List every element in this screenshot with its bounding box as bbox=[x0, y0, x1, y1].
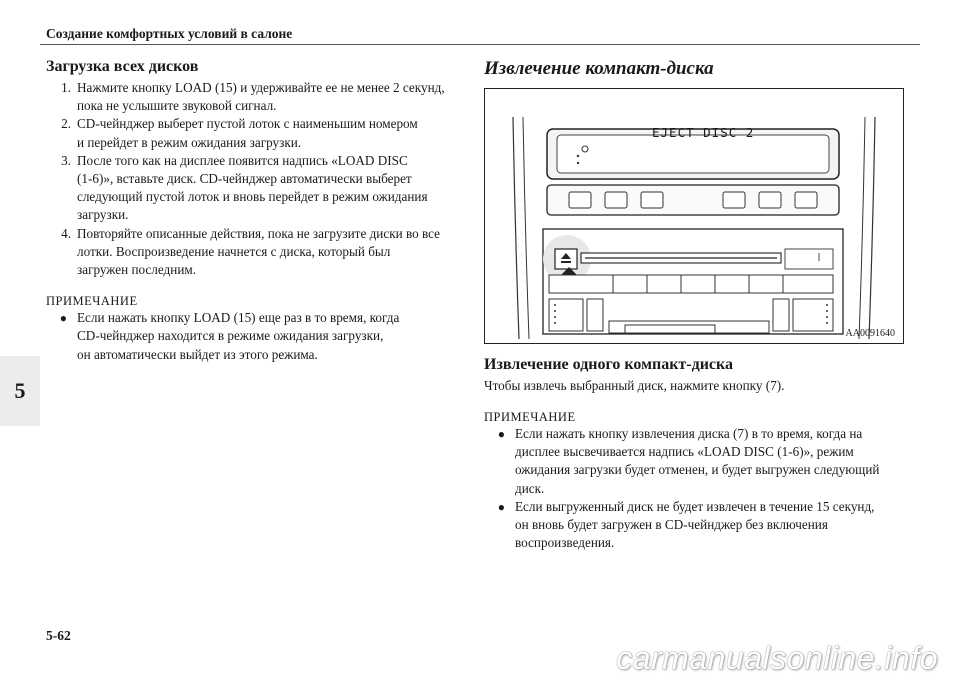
text-line: Если выгруженный диск не будет извлечен в течение 15 секунд, bbox=[515, 498, 875, 514]
list-item bbox=[46, 152, 456, 225]
text-line: Если нажать кнопку извлечения диска (7) в то время, когда на bbox=[515, 426, 863, 441]
bullet-icon: ● bbox=[497, 427, 505, 441]
text-line: ожидания загрузки будет отменен, и будет выгружен следующий bbox=[515, 462, 880, 478]
text-line: загружен последним. bbox=[77, 262, 197, 278]
step-text bbox=[77, 152, 456, 225]
list-item bbox=[46, 79, 456, 115]
note-title: ПРИМЕЧАНИЕ bbox=[484, 410, 576, 424]
section-title-load-all: Загрузка всех дисков bbox=[46, 58, 199, 75]
text-line: Нажмите кнопку LOAD (15) и удерживайте ее не менее 2 секунд, bbox=[77, 80, 445, 95]
section-title-eject: Извлечение компакт-диска bbox=[484, 58, 714, 79]
bullet-icon: ● bbox=[59, 311, 67, 326]
list-item bbox=[46, 225, 456, 280]
figure-caption: AA0091640 bbox=[845, 328, 895, 339]
intro-text: Чтобы извлечь выбранный диск, нажмите кнопку (7). bbox=[484, 378, 785, 393]
list-item bbox=[46, 115, 456, 151]
watermark: carmanualsonline.info bbox=[616, 640, 938, 676]
text-line: воспроизведения. bbox=[515, 535, 615, 551]
step-text bbox=[77, 225, 456, 280]
list-item bbox=[484, 425, 904, 498]
step-number: 3. bbox=[61, 152, 71, 168]
text-line: После того как на дисплее появится надпись «LOAD DISC bbox=[77, 152, 408, 168]
display-text: EJECT DISC 2 bbox=[652, 125, 755, 140]
text-line: пока не услышите звуковой сигнал. bbox=[77, 98, 277, 114]
step-number: 1. bbox=[61, 80, 71, 95]
note-title: ПРИМЕЧАНИЕ bbox=[46, 294, 138, 309]
text-line: следующий пустой лоток и вновь перейдет в режим ожидания bbox=[77, 189, 428, 205]
running-header: Создание комфортных условий в салоне bbox=[46, 26, 293, 41]
text-line: CD-чейнджер находится в режиме ожидания загрузки, bbox=[77, 328, 384, 344]
text-line: CD-чейнджер выберет пустой лоток с наименьшим номером bbox=[77, 116, 418, 132]
text-line: он автоматически выйдет из этого режима. bbox=[77, 346, 318, 362]
text-line: и перейдет в режим ожидания загрузки. bbox=[77, 134, 302, 150]
text-line: Повторяйте описанные действия, пока не загрузите диски во все bbox=[77, 225, 441, 241]
step-text bbox=[77, 79, 456, 115]
bullet-icon: ● bbox=[497, 499, 505, 514]
cd-changer-illustration bbox=[484, 88, 904, 344]
text-line: диск. bbox=[515, 480, 545, 496]
right-column bbox=[484, 58, 904, 552]
step-text bbox=[77, 115, 456, 151]
step-number: 2. bbox=[61, 116, 71, 132]
text-line: загрузки. bbox=[77, 207, 129, 223]
note-list bbox=[46, 309, 456, 364]
text-line: (1-6)», вставьте диск. CD-чейнджер автоматически выберет bbox=[77, 171, 412, 187]
header-divider bbox=[40, 44, 920, 45]
subsection-title-eject-one: Извлечение одного компакт-диска bbox=[484, 356, 733, 373]
text-line: Если нажать кнопку LOAD (15) еще раз в то время, когда bbox=[77, 310, 400, 326]
text-line: он вновь будет загружен в CD-чейнджер без включения bbox=[515, 517, 828, 533]
text-line: дисплее высвечивается надпись «LOAD DISC (1-6)», режим bbox=[515, 444, 854, 460]
note-text bbox=[515, 498, 904, 553]
note-list bbox=[484, 425, 904, 552]
list-item bbox=[484, 498, 904, 553]
page-number: 5-62 bbox=[46, 628, 71, 643]
step-number: 4. bbox=[61, 225, 71, 241]
steps-list bbox=[46, 79, 456, 279]
note-text bbox=[515, 425, 904, 498]
left-column bbox=[46, 58, 456, 364]
chapter-tab: 5 bbox=[0, 356, 40, 426]
list-item bbox=[46, 309, 456, 364]
note-text bbox=[77, 309, 456, 364]
text-line: лотки. Воспроизведение начнется с диска, который был bbox=[77, 243, 391, 259]
